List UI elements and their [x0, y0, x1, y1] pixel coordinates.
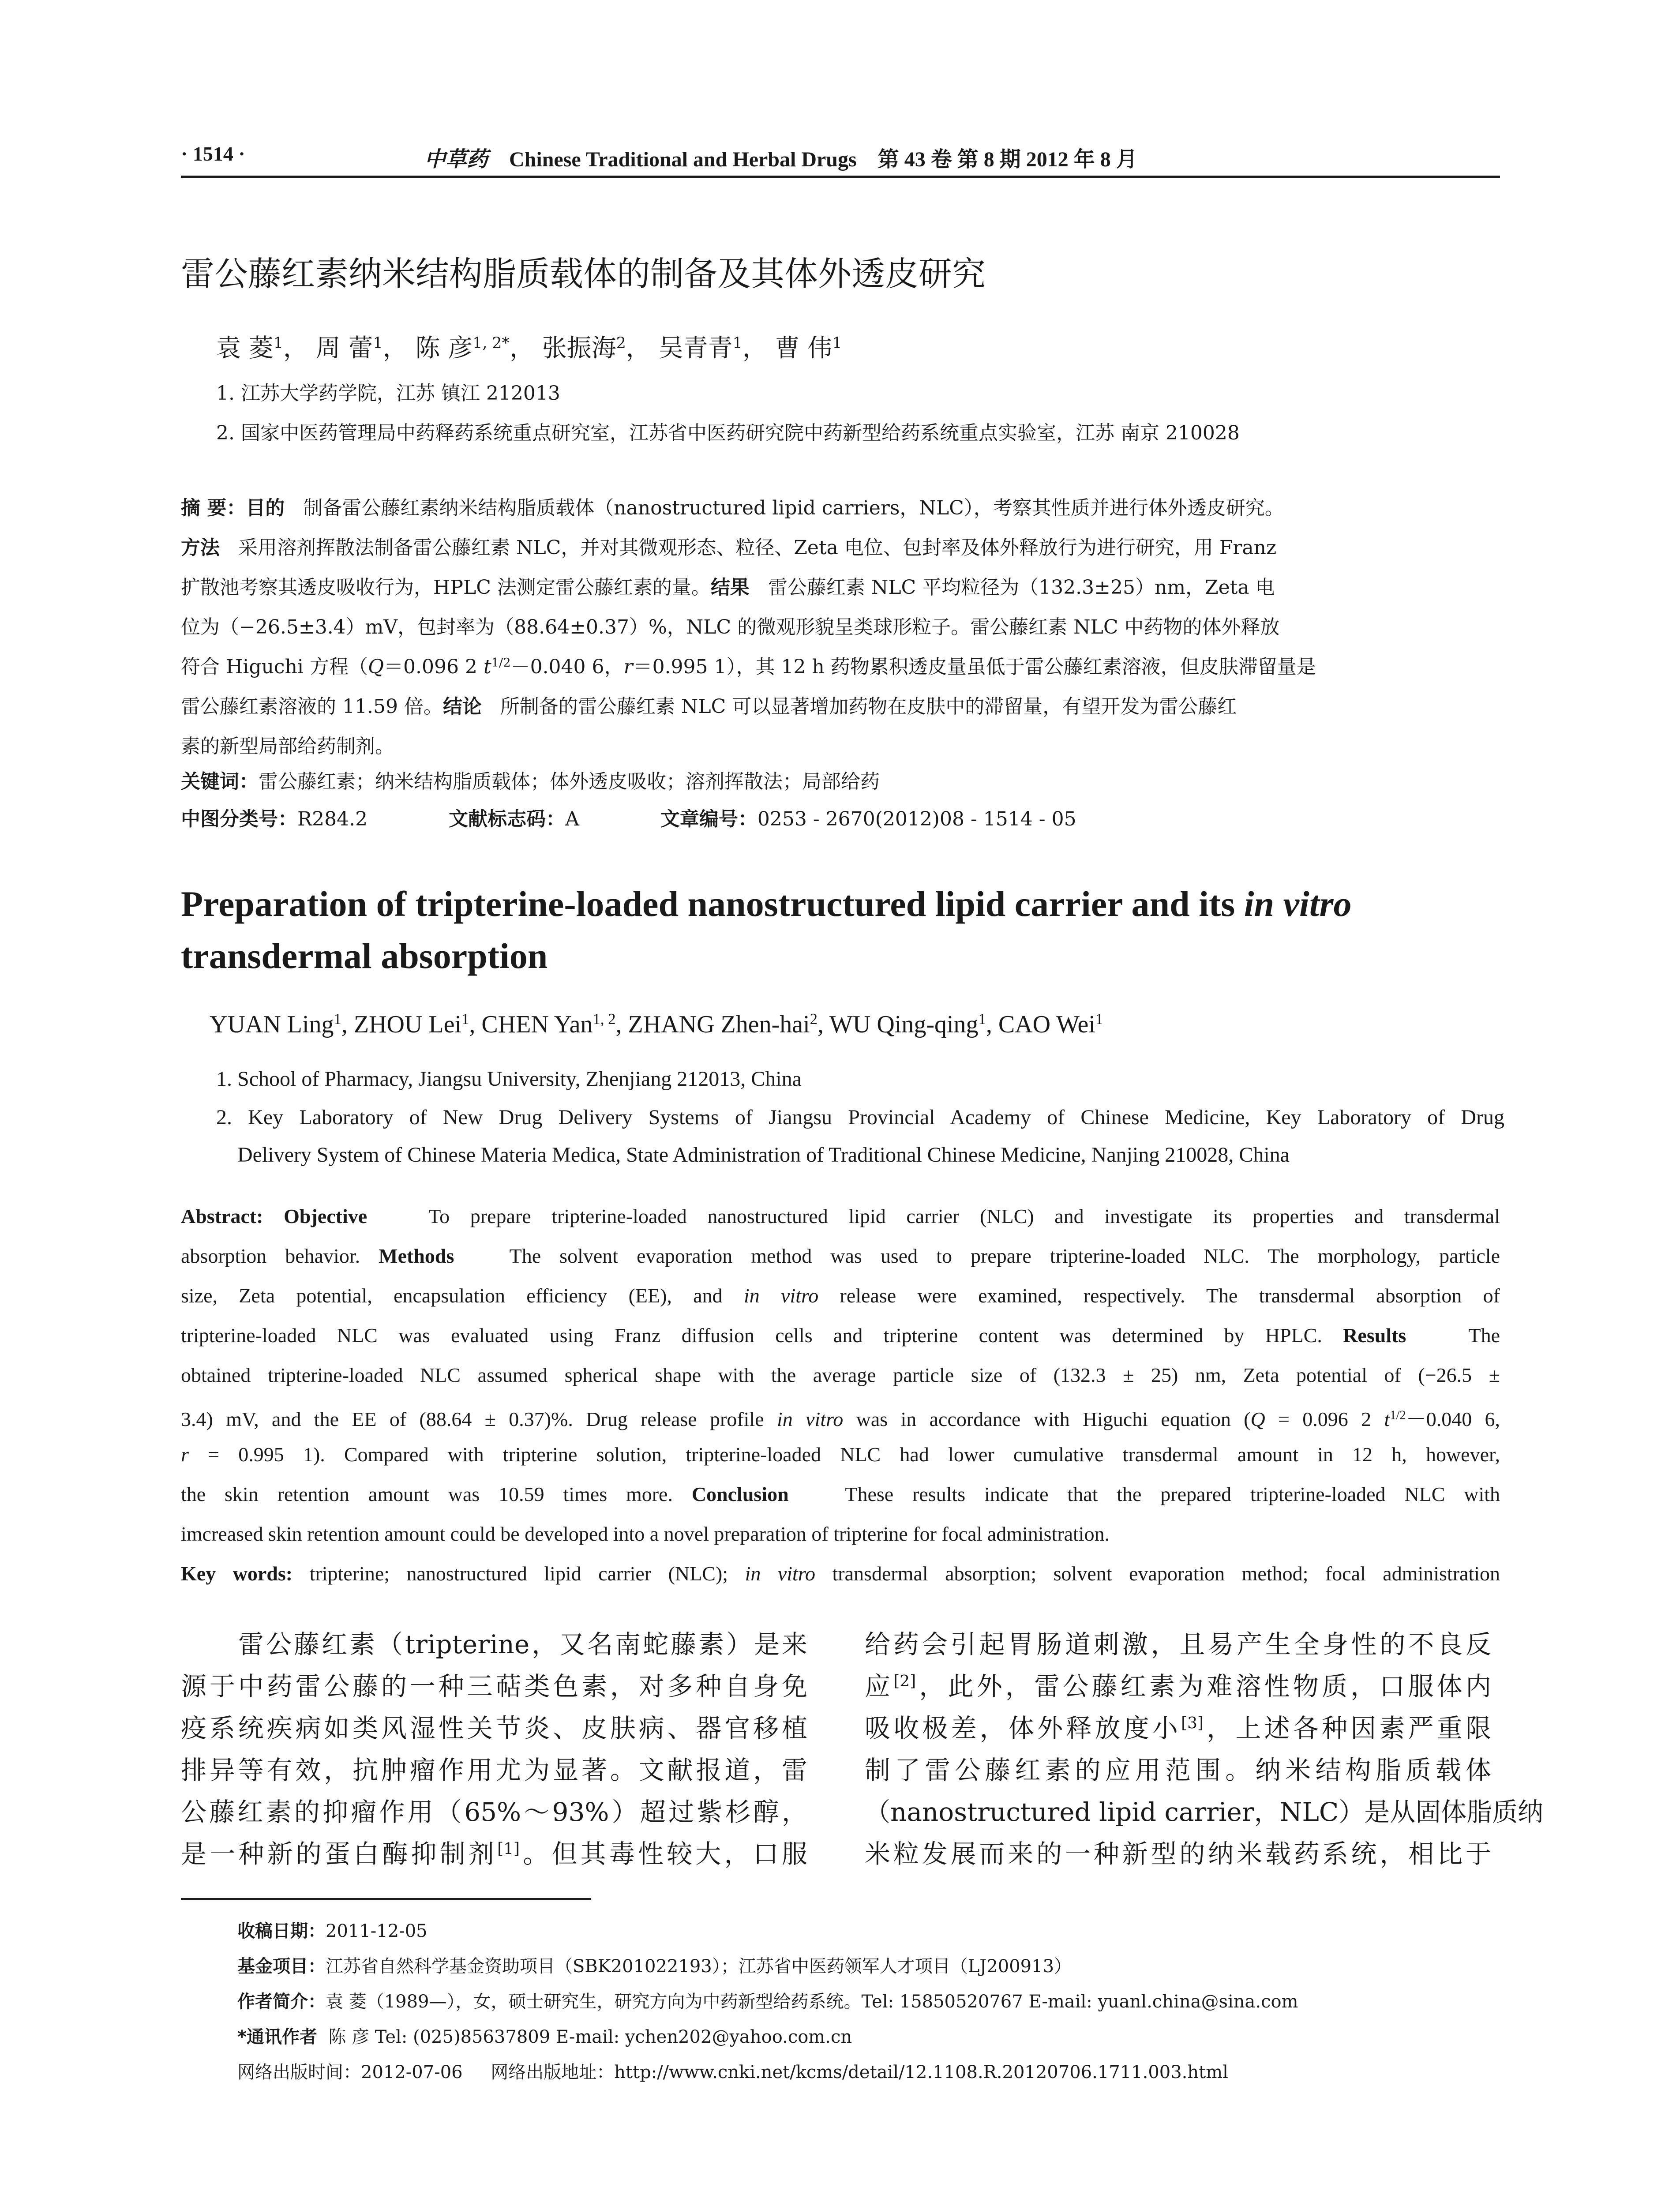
header-rule	[181, 176, 1500, 178]
en-title: Preparation of tripterine-loaded nanostructured lipid carrier and its in vitro transdermal absorption	[181, 884, 1352, 976]
cn-abstract-line: 扩散池考察其透皮吸收行为，HPLC 法测定雷公藤红素的量。结果 雷公藤红素 NLC 平均粒径为（132.3±25）nm，Zeta 电	[181, 576, 1275, 599]
body-right-line: 制了雷公藤红素的应用范围。纳米结构脂质载体	[865, 1755, 1491, 1785]
cn-author: 张振海$^2$	[542, 334, 626, 363]
footnote-rule	[181, 1898, 591, 1900]
body-left-line: 源于中药雷公藤的一种三萜类色素，对多种自身免	[181, 1671, 807, 1701]
en-affiliation-1: 1. School of Pharmacy, Jiangsu University, Zhenjiang 212013, China	[216, 1067, 802, 1091]
en-author: ZHOU Lei$^1$	[353, 1010, 469, 1038]
en-abstract-line: obtained tripterine-loaded NLC assumed spherical shape with the average particle size of (132.3 ± 25) nm, Zeta potential of (−26.5 ±	[181, 1364, 1500, 1386]
body-left-line: 是一种新的蛋白酶抑制剂[1]。但其毒性较大，口服	[181, 1839, 807, 1869]
body-left-line: 疫系统疾病如类风湿性关节炎、皮肤病、器官移植	[181, 1713, 807, 1743]
cn-abstract-line: 位为（−26.5±3.4）mV，包封率为（88.64±0.37）%，NLC 的微观形貌呈类球形粒子。雷公藤红素 NLC 中药物的体外释放	[181, 616, 1280, 638]
cn-abstract-line: 符合 Higuchi 方程（Q＝0.096 2 $t^{1/2}-0.040$ 6，r＝0.995 1），其 12 h 药物累积透皮量虽低于雷公藤红素溶液，但皮肤滞留量是	[181, 656, 1316, 678]
footnote-fund: 基金项目：江苏省自然科学基金资助项目（SBK201022193）；江苏省中医药领军人才项目（LJ200913）	[237, 1956, 1072, 1977]
cn-abstract-line: 摘 要：目的 制备雷公藤红素纳米结构脂质载体（nanostructured lipid carriers，NLC），考察其性质并进行体外透皮研究。	[181, 497, 1284, 519]
cn-abstract-line: 素的新型局部给药制剂。	[181, 735, 394, 758]
body-right-line: 给药会引起胃肠道刺激，且易产生全身性的不良反	[865, 1629, 1491, 1659]
en-author: ZHANG Zhen-hai$^2$	[628, 1010, 818, 1038]
cn-author: 袁 菱$^1$	[216, 334, 283, 363]
en-affiliation-2-cont: Delivery System of Chinese Materia Medica, State Administration of Traditional Chinese Medicine, Nanjing 210028, China	[237, 1143, 1290, 1167]
en-keywords: Key words: tripterine; nanostructured lipid carrier (NLC); in vitro transdermal absorption; solvent evaporation method; focal administration	[181, 1562, 1500, 1585]
citation-ref: [3]	[1181, 1714, 1204, 1733]
en-author: CHEN Yan$^{1, 2}$	[481, 1010, 616, 1038]
en-methods-label: Methods	[379, 1245, 454, 1267]
cn-author: 曹 伟$^1$	[775, 334, 842, 363]
en-abstract-line: absorption behavior. Methods The solvent evaporation method was used to prepare tripterine-loaded NLC. The morphology, particle	[181, 1245, 1500, 1267]
en-abstract-line: imcreased skin retention amount could be developed into a novel preparation of tripterine for focal administration.	[181, 1523, 1110, 1545]
body-left-line: 雷公藤红素（tripterine，又名南蛇藤素）是来	[238, 1629, 807, 1659]
en-abstract-line: r = 0.995 1). Compared with tripterine solution, tripterine-loaded NLC had lower cumulative transdermal amount in 12 h, however,	[181, 1443, 1500, 1466]
page-number: · 1514 ·	[181, 143, 245, 165]
cn-abstract-line: 雷公藤红素溶液的 11.59 倍。结论 所制备的雷公藤红素 NLC 可以显著增加药物在皮肤中的滞留量，有望开发为雷公藤红	[181, 695, 1237, 718]
en-conclusion-label: Conclusion	[691, 1483, 789, 1505]
cn-conclusion-label: 结论	[442, 695, 482, 718]
citation-ref: [1]	[497, 1840, 520, 1858]
en-affiliation-2: 2. Key Laboratory of New Drug Delivery Systems of Jiangsu Provincial Academy of Chinese Medicine, Key Laboratory of Drug	[216, 1106, 1504, 1129]
body-right-line: （nanostructured lipid carrier，NLC）是从固体脂质纳	[865, 1797, 1544, 1827]
en-author: CAO Wei$^1$	[998, 1010, 1103, 1038]
body-left-line: 排异等有效，抗肿瘤作用尤为显著。文献报道，雷	[181, 1755, 807, 1785]
citation-ref: [2]	[893, 1672, 916, 1691]
footnote-online: 网络出版时间：2012-07-06 网络出版地址：http://www.cnki.net/kcms/detail/12.1108.R.20120706.1711.003.html	[237, 2062, 1228, 2082]
cn-affiliation-2: 2. 国家中医药管理局中药释药系统重点研究室，江苏省中医药研究院中药新型给药系统重点实验室，江苏 南京 210028	[216, 422, 1240, 444]
journal-name-cn: 中草药	[424, 148, 488, 171]
footnote-received: 收稿日期：2011-12-05	[237, 1921, 428, 1941]
cn-author: 陈 彦$^{1, 2*}$	[415, 334, 510, 363]
en-abstract-line: size, Zeta potential, encapsulation efficiency (EE), and in vitro release were examined, respectively. The transdermal absorption of	[181, 1284, 1500, 1307]
cn-author-list: 袁 菱$^1$， 周 蕾$^1$， 陈 彦$^{1, 2*}$， 张振海$^2$， 吴青青$^1$， 曹 伟$^1$	[216, 334, 842, 363]
journal-issue: 第 43 卷 第 8 期 2012 年 8 月	[878, 148, 1137, 171]
en-abstract-label: Abstract: Objective	[181, 1205, 368, 1227]
en-author: YUAN Ling$^1$	[210, 1010, 341, 1038]
en-abstract-line: the skin retention amount was 10.59 times more. Conclusion These results indicate that the prepared tripterine-loaded NLC with	[181, 1483, 1500, 1505]
body-right-line: 应[2]，此外，雷公藤红素为难溶性物质，口服体内	[865, 1671, 1491, 1701]
cn-methods-label: 方法	[181, 536, 220, 559]
cn-abstract-label: 摘 要：目的	[181, 497, 285, 519]
en-author-list: YUAN Ling$^1$, ZHOU Lei$^1$, CHEN Yan$^{1, 2}$, ZHANG Zhen-hai$^2$, WU Qing-qing$^1$, CAO Wei$^1$	[210, 1010, 1103, 1038]
body-left-line: 公藤红素的抑瘤作用（65%～93%）超过紫杉醇，	[181, 1797, 807, 1827]
footnote-author-bio: 作者简介：袁 菱（1989—），女，硕士研究生，研究方向为中药新型给药系统。Tel: 15850520767 E-mail: yuanl.china@sina.com	[237, 1992, 1298, 2012]
cn-keywords: 关键词：雷公藤红素；纳米结构脂质载体；体外透皮吸收；溶剂挥散法；局部给药	[181, 770, 880, 793]
cn-author: 吴青青$^1$	[658, 334, 742, 363]
en-author: WU Qing-qing$^1$	[829, 1010, 986, 1038]
online-url-link[interactable]: 网络出版地址：http://www.cnki.net/kcms/detail/12.1108.R.20120706.1711.003.html	[491, 2062, 1228, 2082]
cn-title: 雷公藤红素纳米结构脂质载体的制备及其体外透皮研究	[181, 254, 986, 293]
en-abstract-line: Abstract: Objective To prepare tripterine-loaded nanostructured lipid carrier (NLC) and investigate its properties and transdermal	[181, 1205, 1500, 1227]
cn-author: 周 蕾$^1$	[315, 334, 383, 363]
cn-abstract-line: 方法 采用溶剂挥散法制备雷公藤红素 NLC，并对其微观形态、粒径、Zeta 电位、包封率及体外释放行为进行研究，用 Franz	[181, 536, 1277, 559]
cn-classification: 中图分类号：R284.2 文献标志码：A 文章编号：0253 - 2670(2012)08 - 1514 - 05	[181, 808, 1076, 830]
journal-name-en: Chinese Traditional and Herbal Drugs	[509, 148, 857, 171]
footnote-corresponding: *通讯作者 陈 彦 Tel: (025)85637809 E-mail: ychen202@yahoo.com.cn	[237, 2027, 852, 2047]
en-abstract-line: 3.4) mV, and the EE of (88.64 ± 0.37)%. Drug release profile in vitro was in accordance with Higuchi equation (Q = 0.096 2 $t^{1/2}-0.040$ 6,	[181, 1408, 1500, 1430]
journal-header	[424, 142, 1137, 173]
en-abstract-line: tripterine-loaded NLC was evaluated using Franz diffusion cells and tripterine content was determined by HPLC. Results The	[181, 1324, 1500, 1347]
en-results-label: Results	[1343, 1324, 1406, 1347]
body-right-line: 吸收极差，体外释放度小[3]，上述各种因素严重限	[865, 1713, 1491, 1743]
body-right-line: 米粒发展而来的一种新型的纳米载药系统，相比于	[865, 1839, 1491, 1869]
cn-affiliation-1: 1. 江苏大学药学院，江苏 镇江 212013	[216, 382, 560, 405]
cn-results-label: 结果	[710, 576, 750, 599]
